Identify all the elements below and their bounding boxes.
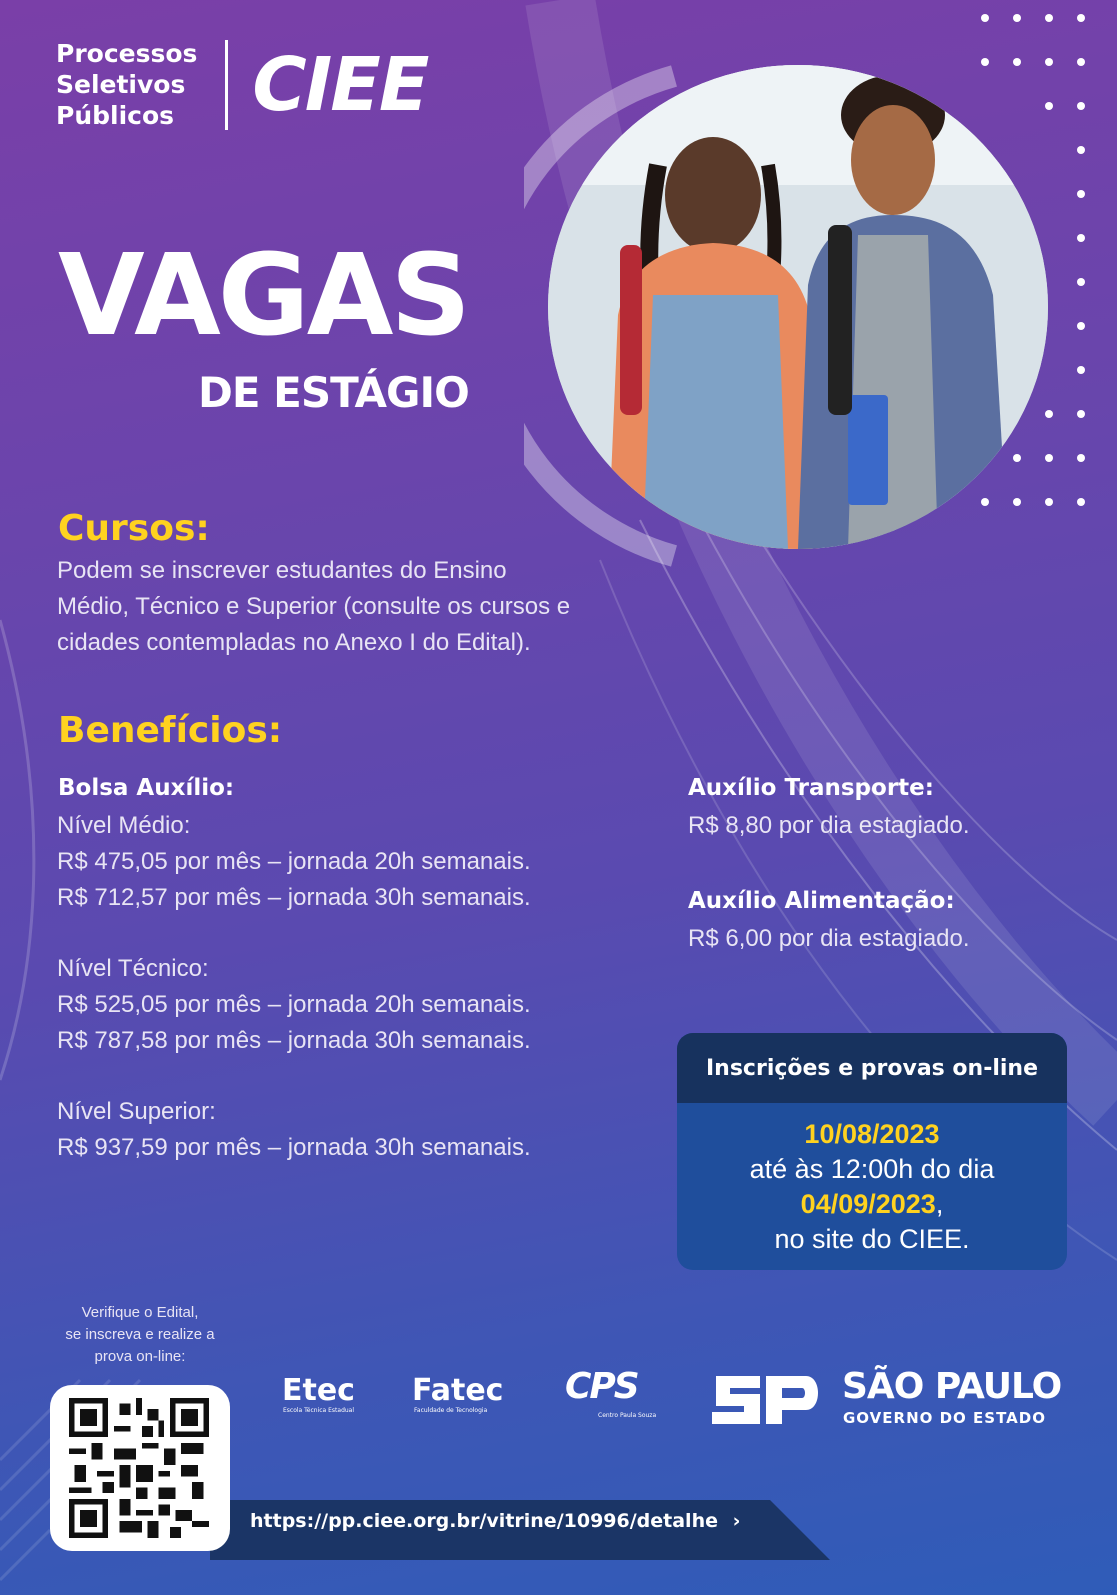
fatec-logo [412,1373,503,1408]
nivel-medio-value: R$ 475,05 por mês – jornada 20h semanais. [57,848,531,875]
auxilio-alimentacao-title: Auxílio Alimentação: [688,888,955,914]
auxilio-alimentacao-value: R$ 6,00 por dia estagiado. [688,925,970,952]
end-date: 04/09/2023 [800,1189,936,1219]
cursos-text-line: cidades contempladas no Anexo I do Edital). [57,629,531,656]
auxilio-transporte-value: R$ 8,80 por dia estagiado. [688,812,970,839]
nivel-tecnico-label: Nível Técnico: [57,955,209,982]
cursos-title: Cursos: [58,508,210,549]
url-link[interactable] [250,1510,740,1532]
brand-divider [225,40,228,130]
students-photo [548,65,1048,549]
etec-logo-text: Etec [282,1373,355,1408]
bolsa-auxilio-title: Bolsa Auxílio: [58,775,235,801]
end-date-line [677,1187,1067,1222]
etec-logo [282,1373,355,1408]
until-text: até às 12:00h do dia [749,1154,995,1184]
site-text: no site do CIEE. [774,1224,970,1254]
governo-do-estado-label: GOVERNO DO ESTADO [843,1409,1046,1427]
nivel-medio-value: R$ 712,57 por mês – jornada 30h semanais. [57,884,531,911]
verify-instructions [40,1302,240,1368]
ciee-logo [252,42,427,128]
nivel-tecnico-value: R$ 787,58 por mês – jornada 30h semanais. [57,1027,531,1054]
start-date: 10/08/2023 [804,1119,940,1149]
cps-logo [565,1366,638,1407]
sao-paulo-title: SÃO PAULO [842,1366,1062,1407]
beneficios-title: Benefícios: [58,710,283,751]
cursos-text-line: Podem se inscrever estudantes do Ensino [57,557,507,584]
nivel-superior-value: R$ 937,59 por mês – jornada 30h semanais. [57,1134,531,1161]
fatec-caption: Faculdade de Tecnologia [414,1407,488,1414]
students-illustration [548,65,1048,549]
end-date-comma: , [935,1189,944,1219]
inscricoes-box [677,1033,1067,1270]
nivel-medio-label: Nível Médio: [57,812,191,839]
qr-code-icon [64,1398,214,1538]
cps-caption: Centro Paula Souza [598,1412,657,1419]
hero-subtitle: DE ESTÁGIO [198,368,469,417]
cps-logo-text: CPS [565,1366,638,1407]
fatec-logo-text: Fatec [412,1373,504,1408]
inscricoes-body [677,1103,1067,1257]
qr-code[interactable] [50,1385,230,1551]
url-text: https://pp.ciee.org.br/vitrine/10996/detalhe [250,1510,718,1532]
verify-line: Verifique o Edital, [81,1304,199,1321]
inscricoes-header: Inscrições e provas on-line [677,1033,1067,1103]
verify-line: prova on-line: [94,1348,186,1365]
chevron-right-icon: › [732,1510,741,1532]
program-line: Processos [56,39,198,68]
ciee-logo-text: CIEE [252,41,428,128]
sp-logo-icon [708,1370,826,1428]
verify-line: se inscreva e realize a [65,1326,215,1343]
program-line: Públicos [56,101,175,130]
nivel-tecnico-value: R$ 525,05 por mês – jornada 20h semanais. [57,991,531,1018]
hero-title: VAGAS [58,231,469,361]
program-name [56,38,197,131]
cursos-text-line: Médio, Técnico e Superior (consulte os cursos e [57,593,571,620]
nivel-superior-label: Nível Superior: [57,1098,216,1125]
etec-caption: Escola Técnica Estadual [283,1407,355,1414]
brand-header [56,38,427,131]
auxilio-transporte-title: Auxílio Transporte: [688,775,934,801]
program-line: Seletivos [56,70,186,99]
